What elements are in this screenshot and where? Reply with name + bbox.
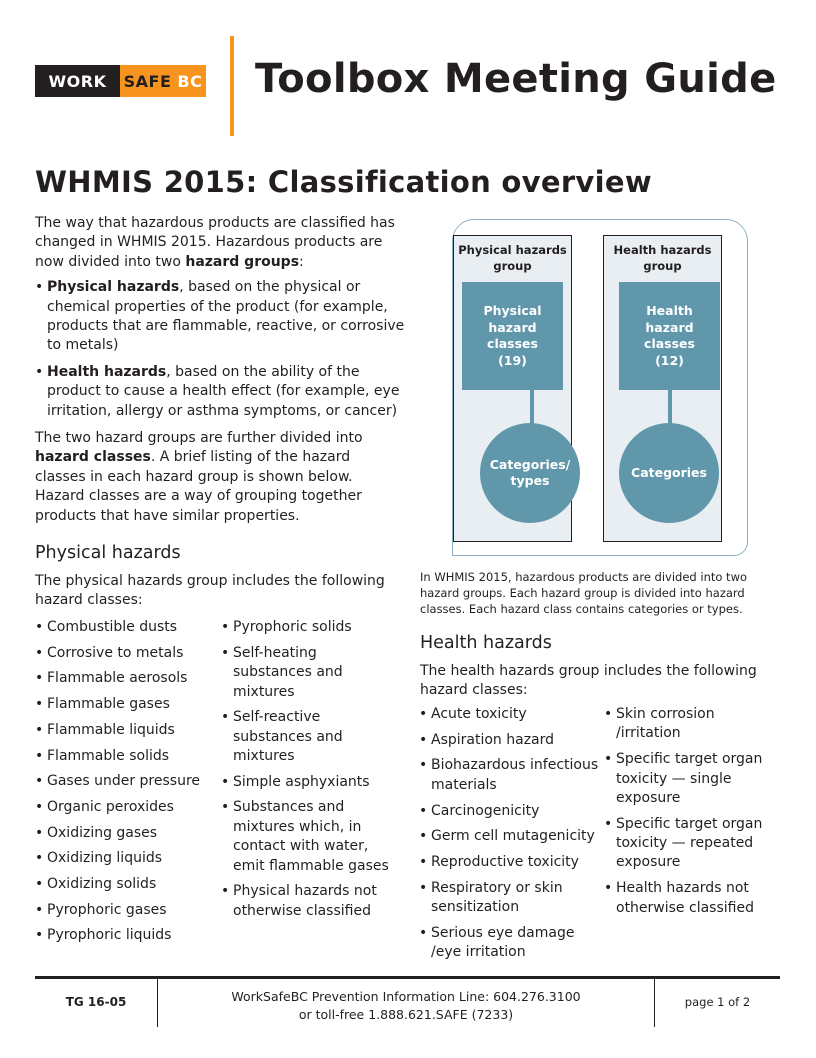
bullet-text: , based on the ability of the product to cause a health effect (for example, eye irritation, allergy or asthma symptoms, or cancer): [47, 363, 400, 419]
physical-hazards-intro: The physical hazards group includes the following hazard classes:: [35, 573, 385, 609]
box-line: Physical: [483, 303, 542, 318]
health-classes-box: [619, 282, 720, 390]
list-item: • Skin corrosion /irritation: [604, 705, 774, 744]
hazard-groups-list: [35, 278, 405, 421]
physical-hazards-list-col1: [35, 618, 215, 952]
physical-group-label: Physical hazards group: [458, 243, 567, 273]
intro-p1-end: :: [299, 253, 304, 270]
list-item: • Carcinogenicity: [419, 802, 599, 821]
circle-line: Categories/: [489, 456, 571, 472]
intro-p2-end: . A brief listing of the hazard classes in each hazard group is shown below. Hazard classes are a way of grouping together products that have similar properties.: [35, 449, 362, 524]
physical-categories-circle: [480, 423, 580, 523]
physical-hazards-list-col2: [221, 618, 391, 927]
health-hazards-intro: The health hazards group includes the following hazard classes:: [420, 663, 757, 699]
box-line: (12): [655, 352, 684, 368]
list-item: • Gases under pressure: [35, 772, 215, 791]
diagram-caption: In WHMIS 2015, hazardous products are divided into two hazard groups. Each hazard group is divided into hazard classes. Each hazard class contains categories or types.: [420, 570, 748, 616]
list-item: • Acute toxicity: [419, 705, 599, 724]
intro-section: [35, 214, 405, 532]
list-item: • Corrosive to metals: [35, 644, 215, 663]
circle-line: Categories: [631, 464, 707, 480]
list-item: • Flammable solids: [35, 747, 215, 766]
list-item: • Pyrophoric solids: [221, 618, 391, 637]
list-item: • Organic peroxides: [35, 798, 215, 817]
list-item: • Flammable aerosols: [35, 669, 215, 688]
intro-p1-bold: hazard groups: [185, 253, 300, 270]
document-title: Toolbox Meeting Guide: [255, 56, 777, 102]
list-item: • Flammable liquids: [35, 721, 215, 740]
list-item: • Pyrophoric gases: [35, 901, 215, 920]
page-heading: WHMIS 2015: Classification overview: [35, 165, 652, 199]
list-item: • Oxidizing gases: [35, 824, 215, 843]
list-item: • Specific target organ toxicity — single exposure: [604, 750, 774, 808]
physical-hazards-heading: Physical hazards: [35, 543, 181, 563]
info-line-2: or toll-free 1.888.621.SAFE (7233): [298, 1007, 514, 1022]
intro-p2-bold: hazard classes: [35, 449, 151, 466]
list-item: • Aspiration hazard: [419, 731, 599, 750]
hazard-classification-diagram: [452, 219, 748, 556]
bullet-bold: Physical hazards: [47, 279, 180, 296]
logo-safe-bc: [120, 65, 206, 97]
list-item: • Reproductive toxicity: [419, 853, 599, 872]
bullet-text: , based on the physical or chemical properties of the product (for example, products that are flammable, reactive, or corrosive to metals): [47, 279, 405, 354]
list-item: • Simple asphyxiants: [221, 773, 391, 792]
list-item: • Respiratory or skin sensitization: [419, 879, 599, 918]
box-line: hazard: [488, 319, 537, 335]
health-group-label: Health hazards group: [613, 243, 712, 273]
logo-work: WORK: [35, 65, 120, 97]
box-line: hazard: [645, 319, 694, 335]
list-item: • Oxidizing liquids: [35, 849, 215, 868]
list-item: • Oxidizing solids: [35, 875, 215, 894]
info-line-1: WorkSafeBC Prevention Information Line: 604.276.3100: [231, 989, 581, 1004]
logo-bc: BC: [177, 71, 203, 91]
health-hazards-list-col1: [419, 705, 599, 969]
bullet-bold: Health hazards: [47, 363, 167, 380]
list-item: [35, 278, 405, 356]
page-number: page 1 of 2: [684, 995, 751, 1009]
list-item: • Self-reactive substances and mixtures: [221, 708, 391, 766]
footer-rule: [35, 976, 780, 979]
list-item: • Biohazardous infectious materials: [419, 756, 599, 795]
box-line: (19): [498, 352, 527, 368]
list-item: • Substances and mixtures which, in contact with water, emit flammable gases: [221, 798, 391, 876]
health-categories-circle: [619, 423, 719, 523]
list-item: • Specific target organ toxicity — repeated exposure: [604, 815, 774, 873]
list-item: • Combustible dusts: [35, 618, 215, 637]
logo-safe: SAFE: [123, 71, 172, 91]
box-line: classes: [644, 336, 695, 351]
list-item: • Germ cell mutagenicity: [419, 827, 599, 846]
intro-p2-text: The two hazard groups are further divided into: [35, 430, 363, 447]
list-item: [35, 363, 405, 421]
document-code: TG 16-05: [65, 995, 127, 1009]
circle-line: types: [510, 473, 550, 488]
list-item: • Health hazards not otherwise classified: [604, 879, 774, 918]
list-item: • Pyrophoric liquids: [35, 926, 215, 945]
box-line: Health: [646, 303, 693, 318]
list-item: • Self-heating substances and mixtures: [221, 644, 391, 702]
box-line: classes: [487, 336, 538, 351]
health-hazards-heading: Health hazards: [420, 633, 552, 653]
list-item: • Serious eye damage /eye irritation: [419, 924, 599, 963]
intro-paragraph-1: [35, 214, 405, 272]
intro-paragraph-2: [35, 429, 405, 526]
list-item: • Flammable gases: [35, 695, 215, 714]
health-hazards-list-col2: [604, 705, 774, 924]
list-item: • Physical hazards not otherwise classified: [221, 882, 391, 921]
physical-classes-box: [462, 282, 563, 390]
prevention-info-line: [158, 988, 654, 1024]
header-divider: [230, 36, 234, 136]
worksafebc-logo: [35, 65, 206, 97]
intro-p1-text: The way that hazardous products are classified has changed in WHMIS 2015. Hazardous products are now divided into two: [35, 215, 395, 270]
